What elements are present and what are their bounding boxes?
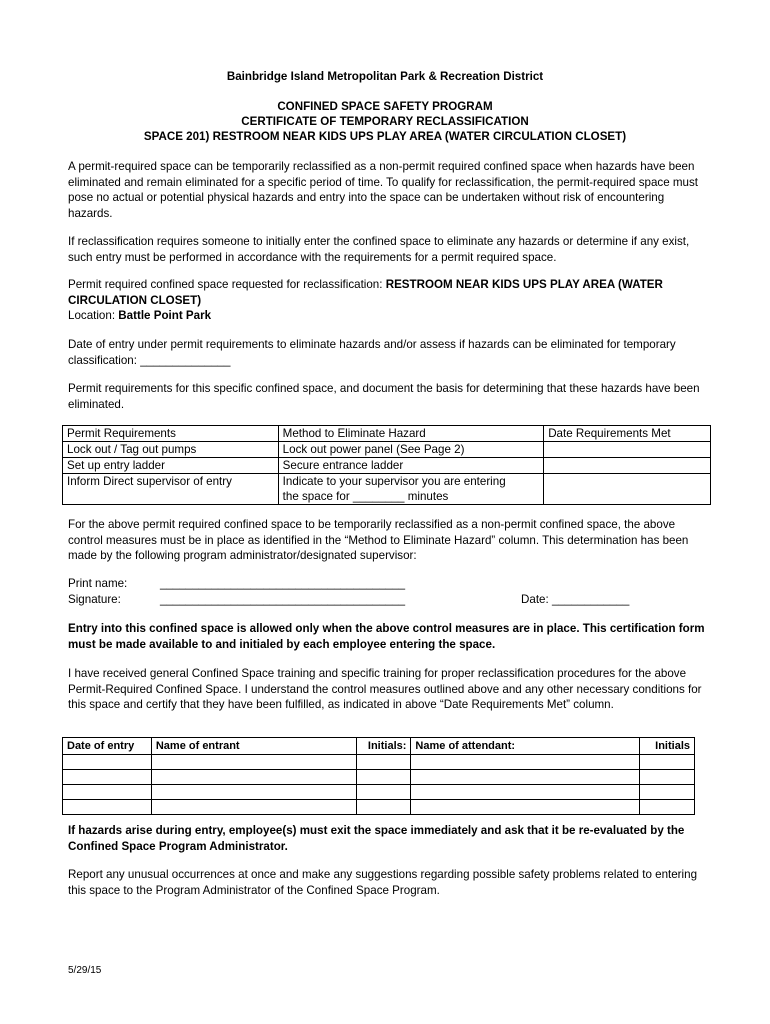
table-cell[interactable]: [151, 800, 357, 815]
table-row: [63, 442, 711, 458]
date-met-cell[interactable]: [544, 442, 711, 458]
table-cell: Lock out power panel (See Page 2): [278, 442, 544, 458]
print-name-field[interactable]: ______________________________________: [160, 577, 406, 590]
requirements-intro: Permit requirements for this specific confined space, and document the basis for determining that these hazards have been eliminated.: [68, 382, 700, 411]
reclassification-paragraph: If reclassification requires someone to initially enter the confined space to eliminate any hazards or determine if any exist, such entry must be performed in accordance with the requirements for a permit required space.: [68, 235, 690, 264]
column-header: Name of attendant:: [411, 738, 640, 755]
table-cell[interactable]: [357, 755, 411, 770]
space-title: SPACE 201) RESTROOM NEAR KIDS UPS PLAY AREA (WATER CIRCULATION CLOSET): [143, 130, 627, 143]
column-header: Initials:: [357, 738, 411, 755]
date-entry-paragraph: [68, 337, 708, 368]
table-cell[interactable]: [640, 800, 695, 815]
table-cell: Indicate to your supervisor you are entering: [278, 474, 544, 490]
org-name: Bainbridge Island Metropolitan Park & Recreation District: [226, 70, 544, 83]
signature-field[interactable]: ______________________________________: [160, 593, 406, 606]
table-cell[interactable]: [63, 770, 152, 785]
table-header-row: [63, 426, 711, 442]
table-header-row: [63, 738, 695, 755]
entry-log-table: [62, 737, 695, 815]
column-header: Name of entrant: [151, 738, 357, 755]
print-name-label: Print name:: [68, 577, 128, 590]
report-paragraph: Report any unusual occurrences at once and make any suggestions regarding possible safety problems related to entering this space to the Program Administrator of the Confined Space Program.: [68, 868, 698, 897]
date-met-cell[interactable]: [544, 489, 711, 505]
table-cell: Inform Direct supervisor of entry: [63, 474, 279, 490]
column-header: Initials: [640, 738, 695, 755]
table-cell[interactable]: [411, 755, 640, 770]
table-row: [63, 474, 711, 490]
column-header: Method to Eliminate Hazard: [278, 426, 544, 442]
table-cell: Secure entrance ladder: [278, 458, 544, 474]
table-cell[interactable]: [640, 785, 695, 800]
table-cell[interactable]: [151, 785, 357, 800]
certificate-title: CERTIFICATE OF TEMPORARY RECLASSIFICATION: [241, 115, 529, 128]
table-cell[interactable]: [357, 770, 411, 785]
table-cell[interactable]: [411, 785, 640, 800]
requirements-table: [62, 425, 711, 505]
request-space-name: RESTROOM NEAR KIDS UPS PLAY AREA (WATER CIRCULATION CLOSET): [68, 278, 663, 307]
training-paragraph: I have received general Confined Space training and specific training for proper reclassification procedures for the above Permit-Required Confined Space. I understand the control measures outlined above and any other necessary conditions for this space and certify that they have been fulfilled, as indicated in above “Date Requirements Met” column.: [68, 667, 702, 711]
date-met-cell[interactable]: [544, 474, 711, 490]
date-entry-text: Date of entry under permit requirements to eliminate hazards and/or assess if hazards can be eliminated for temporary classification:: [68, 338, 676, 367]
table-cell[interactable]: [63, 785, 152, 800]
column-header: Permit Requirements: [63, 426, 279, 442]
date-met-cell[interactable]: [544, 458, 711, 474]
location-label: Location:: [68, 309, 119, 322]
table-cell[interactable]: [411, 800, 640, 815]
table-row: [63, 770, 695, 785]
table-cell: [63, 489, 279, 505]
table-cell[interactable]: [63, 755, 152, 770]
program-title: CONFINED SPACE SAFETY PROGRAM: [277, 100, 493, 113]
request-paragraph: [68, 277, 708, 324]
table-cell[interactable]: [357, 785, 411, 800]
date-label: Date:: [521, 593, 552, 606]
table-cell: Lock out / Tag out pumps: [63, 442, 279, 458]
request-label: Permit required confined space requested for reclassification:: [68, 278, 386, 291]
control-measures-warning: Entry into this confined space is allowed only when the above control measures are in place. This certification form must be made available to and initialed by each employee entering the space.: [68, 622, 705, 651]
table-cell[interactable]: [640, 770, 695, 785]
table-cell[interactable]: [151, 770, 357, 785]
column-header: Date Requirements Met: [544, 426, 711, 442]
table-row: [63, 785, 695, 800]
hazards-warning: If hazards arise during entry, employee(s) must exit the space immediately and ask that it be re-evaluated by the Confined Space Program Administrator.: [68, 824, 685, 853]
table-row: [63, 489, 711, 505]
table-row: [63, 800, 695, 815]
table-cell[interactable]: [63, 800, 152, 815]
column-header: Date of entry: [63, 738, 152, 755]
signature-label: Signature:: [68, 593, 121, 606]
intro-paragraph: A permit-required space can be temporarily reclassified as a non-permit required confined space when hazards have been eliminated and remain eliminated for a specific period of time. To qualify for reclassification, the permit-required space must pose no actual or potential physical hazards and entry into the space can be undertaken without risk of encountering hazards.: [68, 160, 699, 220]
table-cell: the space for ________ minutes: [278, 489, 544, 505]
date-field[interactable]: ____________: [551, 593, 630, 606]
table-row: [63, 458, 711, 474]
table-row: [63, 755, 695, 770]
table-cell[interactable]: [411, 770, 640, 785]
table-cell[interactable]: [640, 755, 695, 770]
table-cell: Set up entry ladder: [63, 458, 279, 474]
date-entry-blank[interactable]: ______________: [140, 353, 231, 367]
table-cell[interactable]: [357, 800, 411, 815]
determination-paragraph: For the above permit required confined space to be temporarily reclassified as a non-permit confined space, the above control measures must be in place as identified in the “Method to Eliminate Hazard” column. This determination has been made by the following program administrator/designated supervisor:: [68, 518, 689, 562]
date-field-group: [521, 593, 629, 606]
table-cell[interactable]: [151, 755, 357, 770]
location-value: Battle Point Park: [118, 309, 212, 322]
footer-date: 5/29/15: [68, 965, 102, 976]
